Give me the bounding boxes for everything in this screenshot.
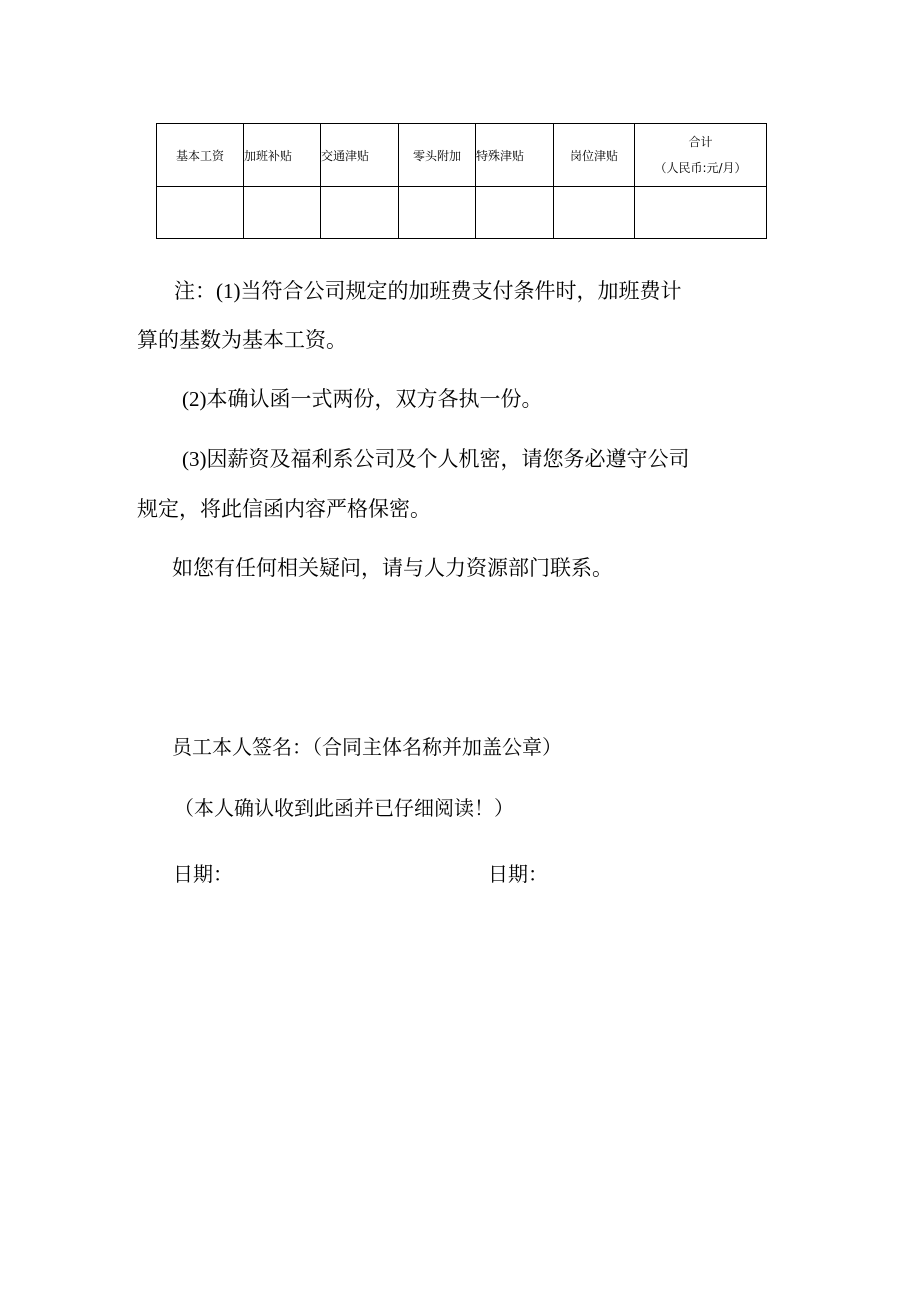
note-3-line-2: 规定，将此信函内容严格保密。 [137,497,431,521]
receipt-confirmation: （本人确认收到此函并已仔细阅读！） [174,796,514,820]
header-special-allowance: 特殊津贴 [476,124,554,187]
cell-position-allowance [554,187,635,239]
header-overtime-allowance: 加班补贴 [244,124,321,187]
note-1-line-2: 算的基数为基本工资。 [137,328,347,352]
date-label-left: 日期： [173,862,233,886]
cell-basic-salary [157,187,244,239]
header-odd-addition: 零头附加 [399,124,476,187]
salary-table [156,123,767,239]
cell-odd-addition [399,187,476,239]
header-position-allowance: 岗位津贴 [554,124,635,187]
date-label-right: 日期： [488,862,548,886]
header-total-label: 合计 [688,135,713,149]
note-1-line-1: 注：(1)当符合公司规定的加班费支付条件时，加班费计 [174,279,682,303]
contact-note: 如您有任何相关疑问，请与人力资源部门联系。 [172,556,613,580]
cell-total [635,187,767,239]
table-header-row [157,124,767,187]
header-total-unit: （人民币:元/月） [654,161,747,175]
employee-signature-label: 员工本人签名：（合同主体名称并加盖公章） [172,735,562,759]
header-transport-allowance: 交通津贴 [321,124,399,187]
cell-special-allowance [476,187,554,239]
header-basic-salary: 基本工资 [157,124,244,187]
header-total [635,124,767,187]
cell-overtime-allowance [244,187,321,239]
note-2: (2)本确认函一式两份，双方各执一份。 [182,387,543,411]
cell-transport-allowance [321,187,399,239]
note-3-line-1: (3)因薪资及福利系公司及个人机密，请您务必遵守公司 [182,447,690,471]
table-row [157,187,767,239]
